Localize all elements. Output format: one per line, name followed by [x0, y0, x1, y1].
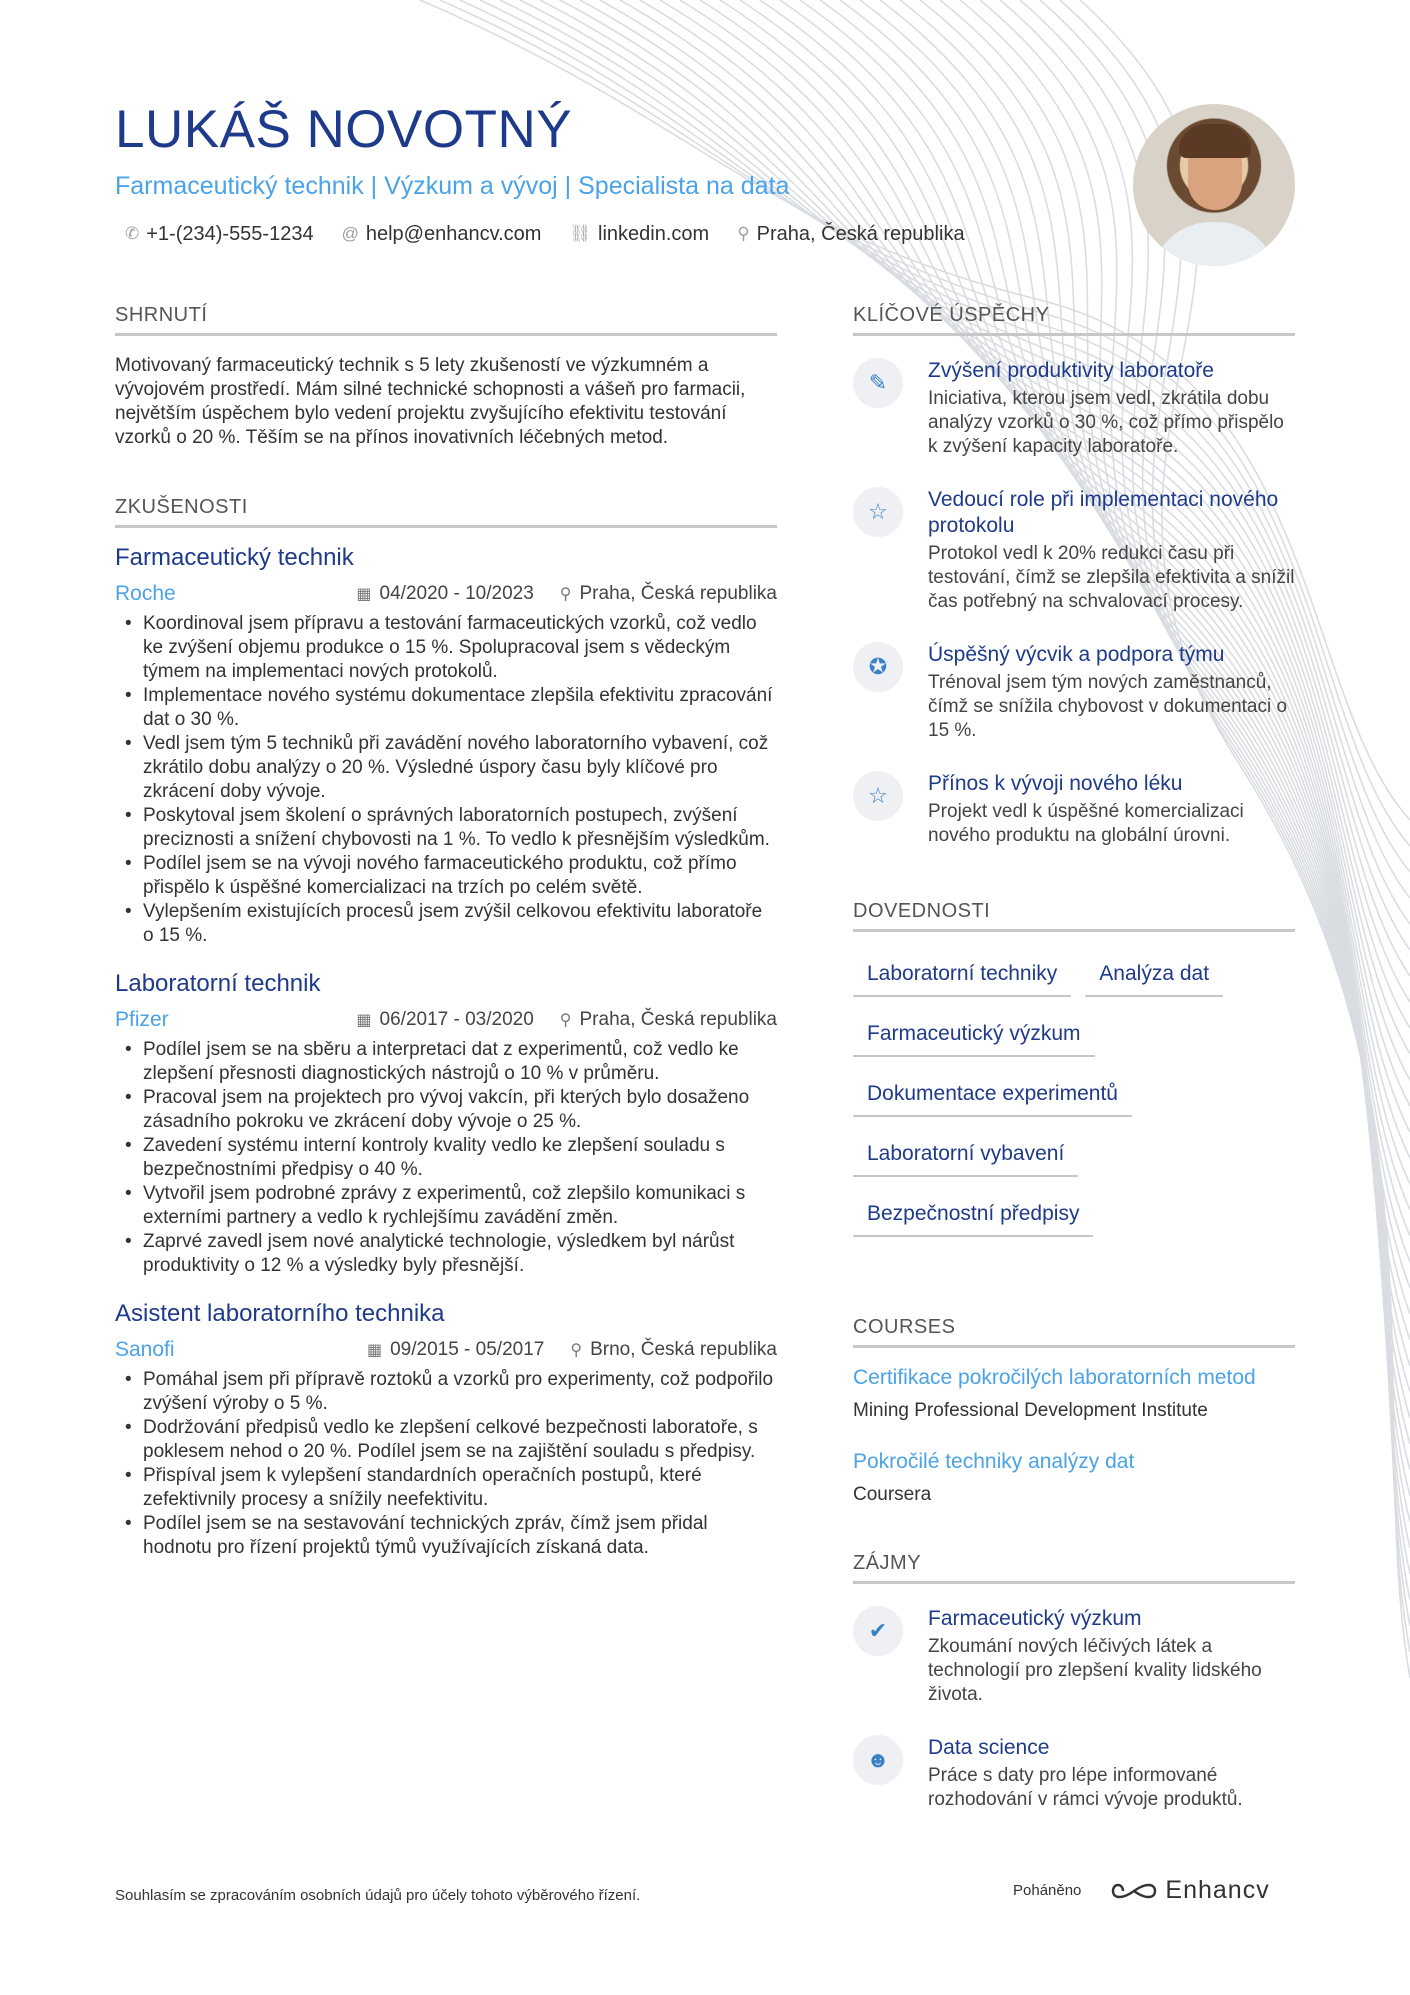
skill-tag: Farmaceutický výzkum — [853, 1006, 1095, 1057]
experience-item — [115, 970, 777, 1278]
calendar-icon: ▦ — [356, 586, 372, 603]
phone-icon: ✆ — [125, 224, 140, 244]
job-bullet: • Implementace nového systému dokumentace zlepšila efektivitu zpracování dat o 30 %. — [115, 684, 777, 732]
job-bullet: • Podílel jsem se na vývoji nového farmaceutického produktu, což přímo přispělo k úspěšné komercializaci na trzích po celém světě. — [115, 852, 777, 900]
achievement-item-body — [928, 771, 1295, 848]
achievement-item-description: Projekt vedl k úspěšné komercializaci nového produktu na globální úrovni. — [928, 801, 1244, 846]
achievement-item-title: Úspěšný výcvik a podpora týmu — [928, 643, 1225, 666]
brand-name: Enhancv — [1165, 1876, 1270, 1904]
achievement-item — [853, 642, 1295, 743]
location-pin-icon: ⚲ — [570, 1342, 583, 1359]
achievements-list — [853, 358, 1295, 848]
job-dates — [367, 1339, 544, 1361]
achievement-item — [853, 771, 1295, 848]
contact-location — [737, 223, 964, 246]
job-bullets — [115, 1038, 777, 1278]
phone-text: +1-(234)-555-1234 — [146, 222, 314, 245]
interest-item-body — [928, 1735, 1295, 1812]
job-bullet: • Dodržování předpisů vedlo ke zlepšení celkové bezpečnosti laboratoře, s poklesem nehod o 20 %. Podílel jsem se na zajištění souladu s předpisy. — [115, 1416, 777, 1464]
course-title[interactable]: Certifikace pokročilých laboratorních metod — [853, 1366, 1256, 1389]
skill-tag: Bezpečnostní předpisy — [853, 1186, 1093, 1237]
calendar-icon: ▦ — [356, 1012, 372, 1029]
enhancv-logo[interactable] — [1111, 1876, 1269, 1905]
job-bullet: • Vedl jsem tým 5 techniků při zavádění nového laboratorního vybavení, což zkrátilo dobu analýzy o 20 %. Výsledné úspory času byly klíčové pro zkrácení doby vývoje. — [115, 732, 777, 804]
job-bullet: • Podílel jsem se na sběru a interpretaci dat z experimentů, což vedlo ke zlepšení přesnosti diagnostických nástrojů o 10 % v průměru. — [115, 1038, 777, 1086]
achievement-item-title: Zvýšení produktivity laboratoře — [928, 359, 1214, 382]
skills-list — [853, 946, 1295, 1246]
interest-item — [853, 1735, 1295, 1812]
job-bullet: • Přispíval jsem k vylepšení standardních operačních postupů, které zefektivnily procesy a snížily neefektivitu. — [115, 1464, 777, 1512]
candidate-name: LUKÁŠ NOVOTNÝ — [115, 100, 573, 159]
consent-note: Souhlasím se zpracováním osobních údajů pro účely tohoto výběrového řízení. — [115, 1887, 641, 1904]
achievements-heading: KLÍČOVÉ ÚSPĚCHY — [853, 304, 1295, 336]
summary-heading: SHRNUTÍ — [115, 304, 777, 336]
company-name: Sanofi — [115, 1338, 175, 1361]
summary-text: Motivovaný farmaceutický technik s 5 lety zkušeností ve výzkumném a vývojovém prostředí. Mám silné technické schopnosti a vášeň pro farmacii, největším úspěchem bylo vedení projektu zvyšujícího efektivitu testování vzorků o 20 %. Těším se na přínos inovativních léčebných metod. — [115, 355, 746, 448]
contact-phone[interactable] — [125, 223, 314, 246]
location-pin-icon: ⚲ — [559, 586, 572, 603]
job-meta — [115, 1338, 777, 1362]
magic-wand-icon: ✎ — [853, 358, 903, 408]
course-institution: Coursera — [853, 1484, 932, 1505]
experience-item — [115, 544, 777, 948]
job-meta — [115, 1008, 777, 1032]
location-pin-icon: ⚲ — [559, 1012, 572, 1029]
job-title: Asistent laboratorního technika — [115, 1300, 445, 1327]
job-bullet: • Pracoval jsem na projektech pro vývoj vakcín, při kterých bylo dosaženo zásadního pokroku ve zkrácení doby vývoje o 25 %. — [115, 1086, 777, 1134]
job-title: Laboratorní technik — [115, 970, 321, 997]
contact-linkedin[interactable] — [569, 223, 709, 246]
skills-heading: DOVEDNOSTI — [853, 900, 1295, 932]
check-icon: ✔ — [853, 1606, 903, 1656]
brain-head-icon: ☻ — [853, 1735, 903, 1785]
skill-tag: Laboratorní techniky — [853, 946, 1071, 997]
job-dates — [356, 583, 533, 605]
job-bullet: • Pomáhal jsem při přípravě roztoků a vzorků pro experimenty, což podpořilo zvýšení výroby o 5 %. — [115, 1368, 777, 1416]
achievement-item — [853, 358, 1295, 459]
left-column — [115, 304, 777, 1560]
linkedin-text: linkedin.com — [598, 222, 710, 245]
courses-list — [853, 1366, 1295, 1506]
skill-tag: Laboratorní vybavení — [853, 1126, 1078, 1177]
courses-heading: COURSES — [853, 1316, 1295, 1348]
job-location-text: Praha, Česká republika — [579, 583, 777, 604]
job-dates-text: 04/2020 - 10/2023 — [379, 583, 534, 604]
profile-photo — [1133, 104, 1295, 266]
contact-email[interactable] — [342, 223, 542, 246]
interest-item-title: Farmaceutický výzkum — [928, 1607, 1142, 1630]
job-bullet: • Podílel jsem se na sestavování technických zpráv, čímž jsem přidal hodnotu pro řízení projektů týmů využívajících získaná data. — [115, 1512, 777, 1560]
job-bullet: • Vytvořil jsem podrobné zprávy z experimentů, což zlepšilo komunikaci s externími partnery a vedlo k rychlejšímu zavádění změn. — [115, 1182, 777, 1230]
company-name: Pfizer — [115, 1008, 169, 1031]
job-dates — [356, 1009, 533, 1031]
course-item — [853, 1450, 1295, 1506]
job-bullets — [115, 612, 777, 948]
contact-row — [125, 223, 1115, 246]
achievement-item-body — [928, 358, 1295, 459]
location-pin-icon: ⚲ — [737, 224, 750, 244]
job-location — [570, 1339, 777, 1361]
interest-item-title: Data science — [928, 1736, 1050, 1759]
candidate-headline: Farmaceutický technik | Výzkum a vývoj | Specialista na data — [115, 171, 790, 200]
calendar-icon: ▦ — [366, 1342, 383, 1359]
skill-tag: Dokumentace experimentů — [853, 1066, 1132, 1117]
achievement-item-body — [928, 642, 1295, 743]
right-column — [853, 304, 1295, 1812]
award-icon: ✪ — [853, 642, 903, 692]
job-bullet: • Zaprvé zavedl jsem nové analytické technologie, výsledkem byl nárůst produktivity o 12 % a výsledky byly přesnější. — [115, 1230, 777, 1278]
resume-header — [115, 102, 1115, 246]
company-name: Roche — [115, 582, 176, 605]
achievement-item-body — [928, 487, 1295, 614]
course-institution: Mining Professional Development Institute — [853, 1400, 1208, 1421]
star-icon: ☆ — [853, 771, 903, 821]
powered-by-label: Poháněno — [1013, 1882, 1082, 1899]
powered-by — [1013, 1876, 1270, 1905]
experience-item — [115, 1300, 777, 1560]
interest-item-description: Práce s daty pro lépe informované rozhodování v rámci vývoje produktů. — [928, 1765, 1243, 1810]
job-title: Farmaceutický technik — [115, 544, 354, 571]
interest-item-description: Zkoumání nových léčivých látek a technologií pro zlepšení kvality lidského života. — [928, 1636, 1262, 1705]
job-location — [560, 1009, 777, 1031]
achievement-item-title: Vedoucí role při implementaci nového protokolu — [928, 488, 1279, 537]
star-icon: ☆ — [853, 487, 903, 537]
interests-list — [853, 1606, 1295, 1812]
job-meta — [115, 582, 777, 606]
achievement-item-description: Trénoval jsem tým nových zaměstnanců, čímž se snížila chybovost v dokumentaci o 15 %. — [928, 672, 1288, 741]
achievement-item — [853, 487, 1295, 614]
achievement-item-description: Iniciativa, kterou jsem vedl, zkrátila dobu analýzy vzorků o 30 %, což přímo přispělo k zvýšení kapacity laboratoře. — [928, 388, 1284, 457]
at-sign-icon: @ — [341, 224, 359, 244]
job-dates-text: 06/2017 - 03/2020 — [379, 1009, 534, 1030]
course-title[interactable]: Pokročilé techniky analýzy dat — [853, 1450, 1135, 1473]
skill-tag: Analýza dat — [1085, 946, 1223, 997]
job-location-text: Brno, Česká republika — [590, 1339, 777, 1360]
experience-heading: ZKUŠENOSTI — [115, 496, 777, 528]
interest-item-body — [928, 1606, 1295, 1707]
job-location-text: Praha, Česká republika — [579, 1009, 777, 1030]
location-text: Praha, Česká republika — [756, 222, 965, 245]
job-bullet: • Poskytoval jsem školení o správných laboratorních postupech, zvýšení preciznosti a snížení chybovosti na 1 %. To vedlo k přesnějším výsledkům. — [115, 804, 777, 852]
infinity-logo-icon — [1111, 1879, 1157, 1903]
interests-heading: ZÁJMY — [853, 1552, 1295, 1584]
job-dates-text: 09/2015 - 05/2017 — [390, 1339, 545, 1360]
job-location — [560, 583, 777, 605]
interest-item — [853, 1606, 1295, 1707]
job-bullet: • Koordinoval jsem přípravu a testování farmaceutických vzorků, což vedlo ke zvýšení objemu produkce o 15 %. Spolupracoval jsem s vědeckým týmem na implementaci nových protokolů. — [115, 612, 777, 684]
course-item — [853, 1366, 1295, 1422]
job-bullets — [115, 1368, 777, 1560]
link-icon: ⛓ — [569, 224, 592, 244]
job-bullet: • Zavedení systému interní kontroly kvality vedlo ke zlepšení souladu s bezpečnostními předpisy o 40 %. — [115, 1134, 777, 1182]
email-text: help@enhancv.com — [365, 222, 542, 245]
achievement-item-description: Protokol vedl k 20% redukci času při testování, čímž se zlepšila efektivita a snížil čas potřebný na schvalovací procesy. — [928, 543, 1295, 612]
job-bullet: • Vylepšením existujících procesů jsem zvýšil celkovou efektivitu laboratoře o 15 %. — [115, 900, 777, 948]
experience-list — [115, 544, 777, 1560]
achievement-item-title: Přínos k vývoji nového léku — [928, 772, 1183, 795]
